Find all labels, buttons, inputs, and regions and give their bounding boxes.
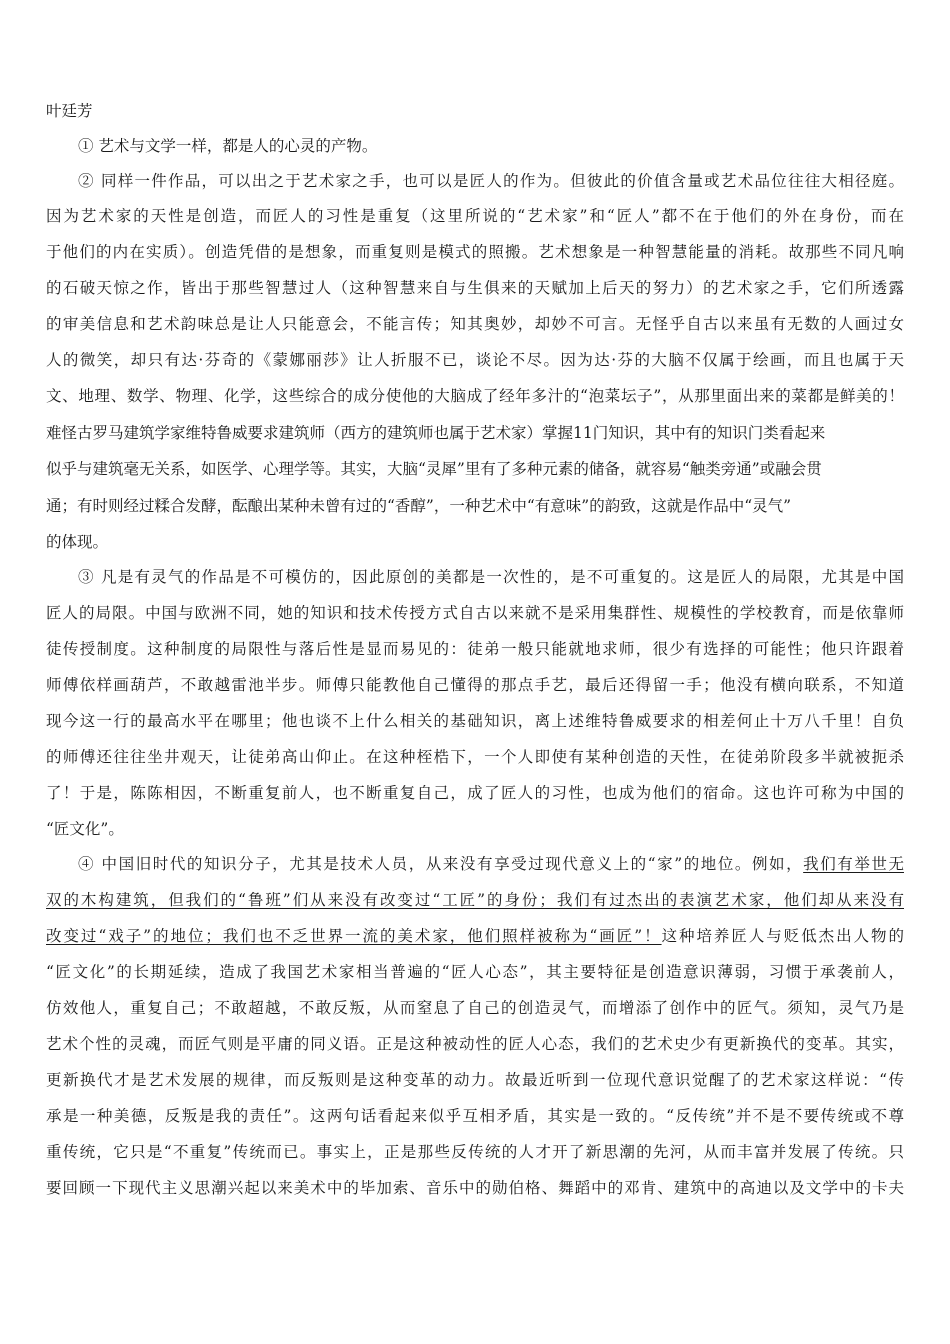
para-4-line: 承是一种美德，反叛是我的责任”。这两句话看起来似乎互相矛盾，其实是一致的。“反传统”并不是不要传统或不尊 [46,1107,904,1125]
para-2-line: 的石破天惊之作，皆出于那些智慧过人（这种智慧来自与生俱来的天赋加上后天的努力）的艺术家之手，它们所透露 [46,279,904,297]
para-4-line: 要回顾一下现代主义思潮兴起以来美术中的毕加索、音乐中的勋伯格、舞蹈中的邓肯、建筑中的高迪以及文学中的卡夫 [46,1179,904,1197]
para-2-line: 难怪古罗马建筑学家维特鲁威要求建筑师（西方的建筑师也属于艺术家）掌握11门知识，其中有的知识门类看起来 [46,424,826,442]
para-3-line: “匠文化”。 [46,820,124,838]
para-4-line: 艺术个性的灵魂，而匠气则是平庸的同义语。正是这种被动性的匠人心态，我们的艺术史少有更新换代的变革。其实， [46,1035,904,1053]
para-2-line: 文、地理、数学、物理、化学，这些综合的成分使他的大脑成了经年多汁的“泡菜坛子”，从那里面出来的菜都是鲜美的！ [46,387,904,405]
para-2-line: 似乎与建筑毫无关系，如医学、心理学等。其实，大脑“灵犀”里有了多种元素的储备，就容易“触类旁通”或融会贯 [46,460,822,478]
para-3-line: 徒传授制度。这种制度的局限性与落后性是显而易见的：徒弟一般只能就地求师，很少有选择的可能性；他只许跟着 [46,640,904,658]
para-4-line: ④ 中国旧时代的知识分子，尤其是技术人员，从来没有享受过现代意义上的“家”的地位。例如，我们有举世无 [78,855,904,873]
para-2-line: ② 同样一件作品，可以出之于艺术家之手，也可以是匠人的作为。但彼此的价值含量或艺术品位往往大相径庭。 [78,172,904,190]
para-3-line: 师傅依样画葫芦，不敢越雷池半步。师傅只能教他自己懂得的那点手艺，最后还得留一手；他没有横向联系，不知道 [46,676,904,694]
para-3-line: 的师傅还往往坐井观天，让徒弟高山仰止。在这种桎梏下，一个人即使有某种创造的天性，在徒弟阶段多半就被扼杀 [46,748,904,766]
para-4-line: 重传统，它只是“不重复”传统而已。事实上，正是那些反传统的人才开了新思潮的先河，从而丰富并发展了传统。只 [46,1143,904,1161]
underlined-sentence: 改变过“戏子”的地位；我们也不乏世界一流的美术家，他们照样被称为“画匠”！ [46,927,662,945]
para-2-line: 因为艺术家的天性是创造，而匠人的习性是重复（这里所说的“艺术家”和“匠人”都不在于他们的外在身份，而在 [46,207,904,225]
para-4-line: 改变过“戏子”的地位；我们也不乏世界一流的美术家，他们照样被称为“画匠”！这种培养匠人与贬低杰出人物的 [46,927,904,945]
para-3-line: 现今这一行的最高水平在哪里；他也谈不上什么相关的基础知识，离上述维特鲁威要求的相差何止十万八千里！自负 [46,712,904,730]
underlined-sentence: 我们有举世无 [803,855,904,873]
para-4-line: 更新换代才是艺术发展的规律，而反叛则是这种变革的动力。故最近听到一位现代意识觉醒了的艺术家这样说：“传 [46,1071,904,1089]
para-2-line: 的体现。 [46,533,109,551]
para-2-line: 的审美信息和艺术韵味总是让人只能意会，不能言传；知其奥妙，却妙不可言。无怪乎自古以来虽有无数的人画过女 [46,315,904,333]
para-1-line: ① 艺术与文学一样，都是人的心灵的产物。 [78,137,378,155]
author-name: 叶廷芳 [46,102,93,120]
para-3-line: 匠人的局限。中国与欧洲不同，她的知识和技术传授方式自古以来就不是采用集群性、规模性的学校教育，而是依靠师 [46,604,904,622]
para-3-line: 了！于是，陈陈相因，不断重复前人，也不断重复自己，成了匠人的习性，也成为他们的宿命。这也许可称为中国的 [46,784,904,802]
para-3-line: ③ 凡是有灵气的作品是不可模仿的，因此原创的美都是一次性的，是不可重复的。这是匠人的局限，尤其是中国 [78,568,904,586]
para-2-line: 人的微笑，却只有达·芬奇的《蒙娜丽莎》让人折服不已，谈论不尽。因为达·芬的大脑不仅属于绘画，而且也属于天 [46,351,904,369]
para-4-line: “匠文化”的长期延续，造成了我国艺术家相当普遍的“匠人心态”，其主要特征是创造意识薄弱，习惯于承袭前人， [46,963,904,981]
para-2-line: 于他们的内在实质）。创造凭借的是想象，而重复则是模式的照搬。艺术想象是一种智慧能量的消耗。故那些不同凡响 [46,243,904,261]
para-2-line: 通；有时则经过糅合发酵，酝酿出某种未曾有过的“香醇”，一种艺术中“有意味”的韵致，这就是作品中“灵气” [46,497,792,515]
para-4-line: 仿效他人，重复自己；不敢超越，不敢反叛，从而窒息了自己的创造灵气，而增添了创作中的匠气。须知，灵气乃是 [46,999,904,1017]
underlined-sentence: 双的木构建筑，但我们的“鲁班”们从来没有改变过“工匠”的身份；我们有过杰出的表演艺术家，他们却从来没有 [46,891,904,909]
